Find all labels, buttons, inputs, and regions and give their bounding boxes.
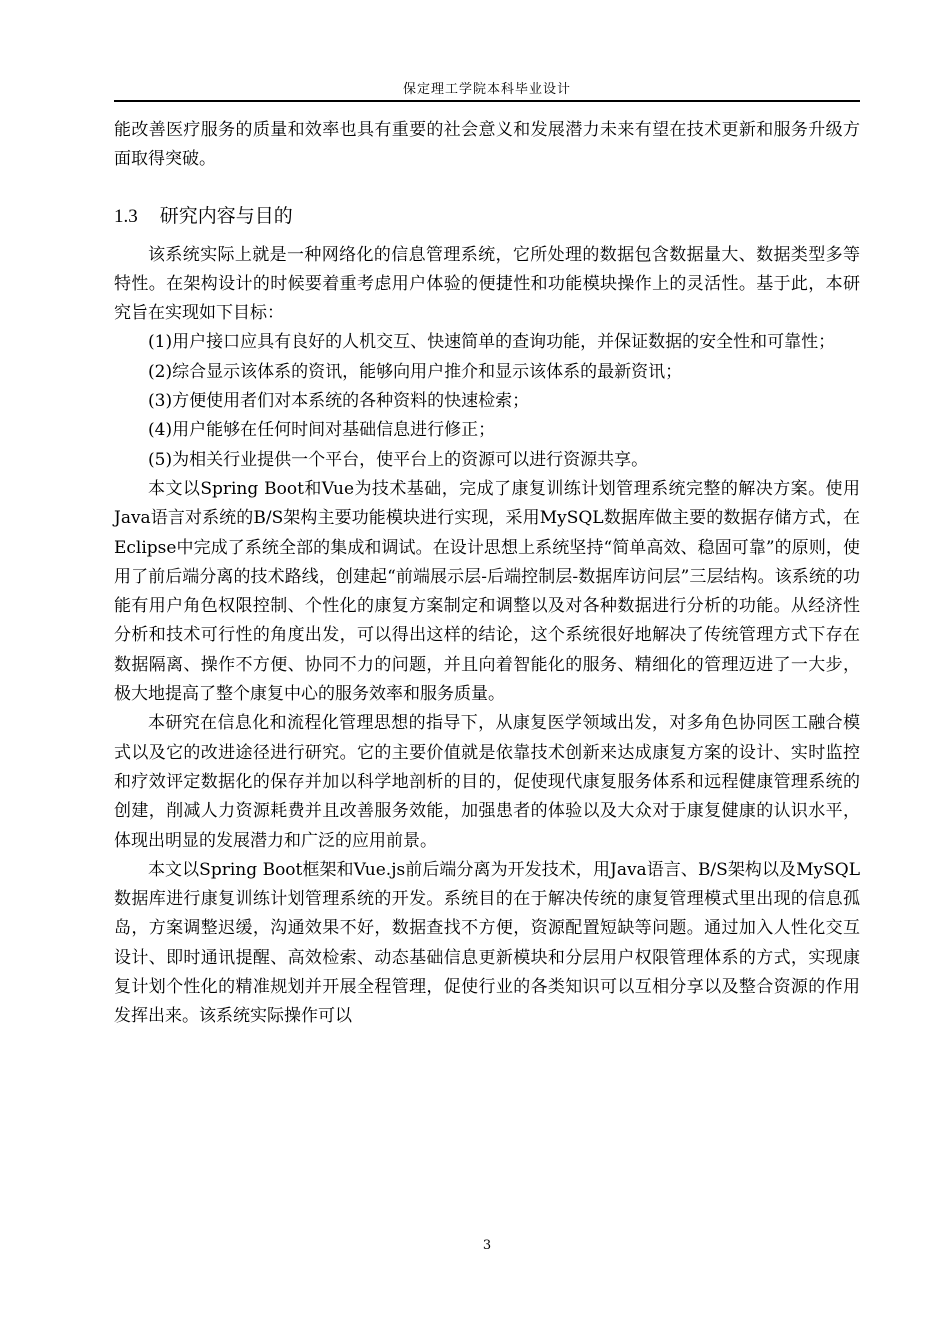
section-number: 1.3 [114, 205, 138, 227]
running-header: 保定理工学院本科毕业设计 [402, 82, 571, 97]
page-number: 3 [482, 1238, 492, 1253]
page-body [114, 116, 860, 1032]
continuation-paragraph: 能改善医疗服务的质量和效率也具有重要的社会意义和发展潜力未来有望在技术更新和服务升级方面取得突破。 [114, 120, 860, 170]
paragraph-solution: 本文以Spring Boot和Vue为技术基础，完成了康复训练计划管理系统完整的解决方案。使用Java语言对系统的B/S架构主要功能模块进行实现，采用MySQL数据库做主要的数据存储方式，在Eclipse中完成了系统全部的集成和调试。在设计思想上系统坚持“简单高效、稳固可靠”的原则，使用了前后端分离的技术路线，创建起“前端展示层-后端控制层-数据库访问层”三层结构。该系统的功能有用户角色权限控制、个性化的康复方案制定和调整以及对各种数据进行分析的功能。从经济性分析和技术可行性的角度出发，可以得出这样的结论，这个系统很好地解决了传统管理方式下存在数据隔离、操作不方便、协同不力的问题，并且向着智能化的服务、精细化的管理迈进了一大步，极大地提高了整个康复中心的服务效率和服务质量。 [114, 478, 860, 705]
goal-item-5: (5)为相关行业提供一个平台，使平台上的资源可以进行资源共享。 [148, 449, 649, 470]
goal-item-1: (1)用户接口应具有良好的人机交互、快速简单的查询功能，并保证数据的安全性和可靠性； [148, 332, 836, 353]
section-heading [114, 201, 860, 232]
header-rule [114, 100, 860, 102]
paragraph-research: 本研究在信息化和流程化管理思想的指导下，从康复医学领域出发，对多角色协同医工融合模式以及它的改进途径进行研究。它的主要价值就是依靠技术创新来达成康复方案的设计、实时监控和疗效评定数据化的保存并加以科学地剖析的目的，促使现代康复服务体系和远程健康管理系统的创建，削减人力资源耗费并且改善服务效能，加强患者的体验以及大众对于康复健康的认识水平，体现出明显的发展潜力和广泛的应用前景。 [114, 713, 860, 851]
paragraph-development: 本文以Spring Boot框架和Vue.js前后端分离为开发技术，用Java语言、B/S架构以及MySQL数据库进行康复训练计划管理系统的开发。系统目的在于解决传统的康复管理模式里出现的信息孤岛，方案调整迟缓，沟通效果不好，数据查找不方便，资源配置短缺等问题。通过加入人性化交互设计、即时通讯提醒、高效检索、动态基础信息更新模块和分层用户权限管理体系的方式，实现康复计划个性化的精准规划并开展全程管理，促使行业的各类知识可以互相分享以及整合资源的作用发挥出来。该系统实际操作可以 [114, 859, 860, 1027]
goal-item-4: (4)用户能够在任何时间对基础信息进行修正； [148, 420, 496, 441]
goal-item-2: (2)综合显示该体系的资讯，能够向用户推介和显示该体系的最新资讯； [148, 361, 683, 382]
goal-item-3: (3)方便使用者们对本系统的各种资料的快速检索； [148, 391, 530, 412]
section-title: 研究内容与目的 [159, 204, 293, 227]
paragraph-intro: 该系统实际上就是一种网络化的信息管理系统，它所处理的数据包含数据量大、数据类型多等特性。在架构设计的时候要着重考虑用户体验的便捷性和功能模块操作上的灵活性。基于此，本研究旨在实现如下目标： [114, 244, 860, 324]
